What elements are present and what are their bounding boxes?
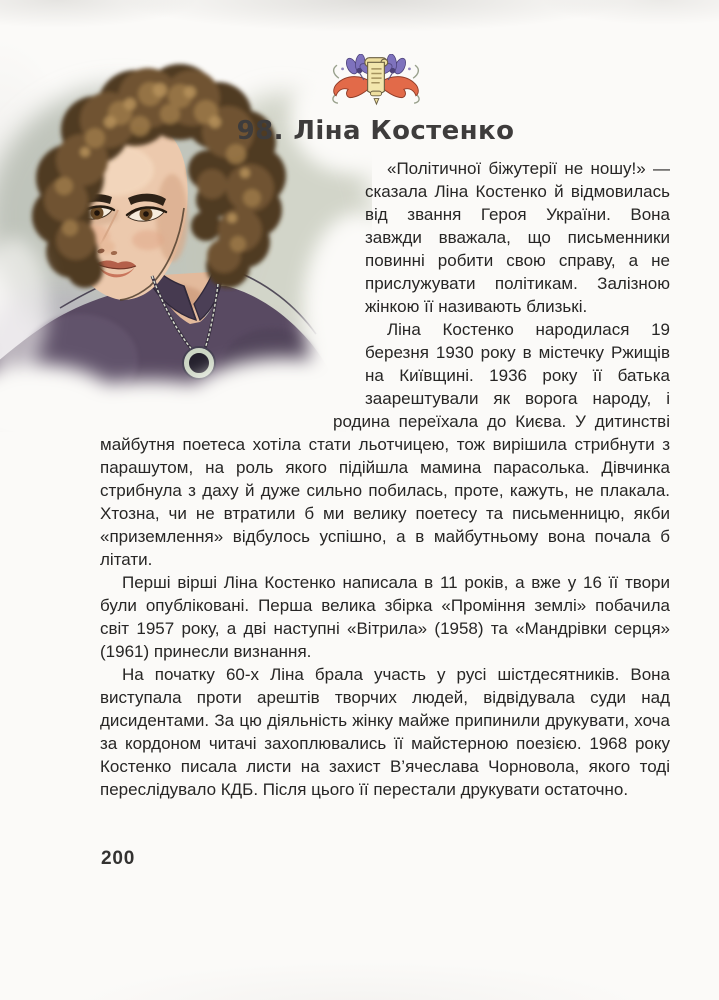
portrait-text-wrap-spacer bbox=[100, 157, 365, 433]
scroll-with-flowers-ornament-icon bbox=[328, 54, 424, 106]
paragraph-4: На початку 60-х Ліна брала участь у русі шістдесятників. Вона виступала проти арештів творчих людей, відвідувала суди над дисидентами. За цю діяльність жінку майже припинили друкувати, хоча за кордоном читачі захоплювались її майстерною поезією. 1968 року Костенко писала листи на захист В’ячеслава Чорновола, якого тоді переслідувало КДБ. Після цього її перестали друкувати остаточно. bbox=[100, 665, 670, 799]
paragraph-2: Ліна Костенко народилася 19 березня 1930 року в містечку Ржищів на Київщині. 1936 року її батька заарештували як ворога народу, і родина переїхала до Києва. У дитинстві майбутня поетеса хотіла стати льотчицею, тож вирішила стрибнути з парашутом, на роль якого підійшла мамина парасолька. Дівчинка стрибнула з даху й дуже сильно побилась, проте, кажуть, не плакала. Хтозна, чи не втратили б ми велику поетесу та письменницю, якби «приземлення» відбулось успішно, а в майбутньому вона почала б літати. bbox=[100, 320, 670, 569]
chapter-header bbox=[0, 0, 719, 149]
article-text bbox=[100, 157, 670, 801]
page-title: 98. Ліна Костенко bbox=[236, 116, 515, 146]
page-number: 200 bbox=[101, 848, 136, 869]
paragraph-3: Перші вірші Ліна Костенко написала в 11 років, а вже у 16 її твори були опубліковані. Перша велика збірка «Проміння землі» побачила світ 1957 року, а дві наступні «Вітрила» (1958) та «Мандрівки серця» (1961) принесли визнання. bbox=[100, 573, 670, 661]
paragraph-1: «Політичної біжутерії не ношу!» — сказала Ліна Костенко й відмовилась від звання Героя України. Вона завжди вважала, що письменники повинні робити свою справу, а не прислужувати політикам. Залізною жінкою її називають близькі. bbox=[365, 159, 670, 316]
